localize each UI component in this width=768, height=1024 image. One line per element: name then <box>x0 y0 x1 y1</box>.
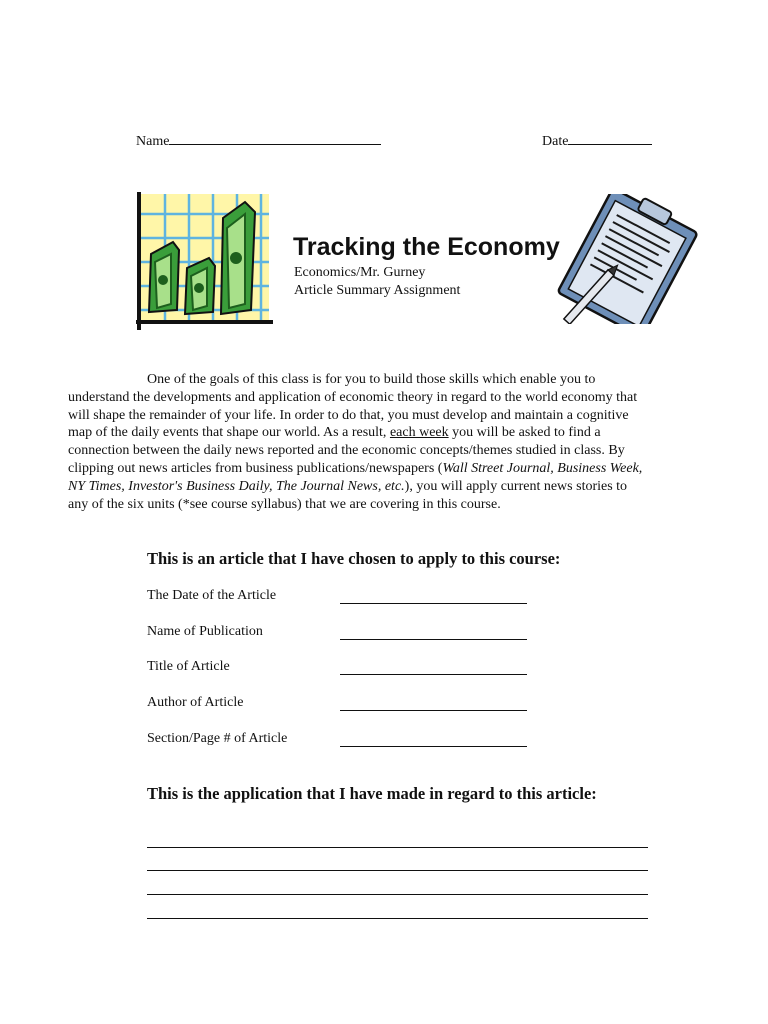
field-blank-author[interactable] <box>340 710 527 711</box>
intro-text-2: you will be asked to find a connection between the daily news reported and the economic concepts/themes studied in class. By clipping out news articles from business publications/newspapers ( <box>68 425 625 476</box>
field-blank-publication[interactable] <box>340 639 527 640</box>
answer-line[interactable] <box>147 894 648 895</box>
field-blank-date[interactable] <box>340 603 527 604</box>
field-label-title: Title of Article <box>147 659 230 674</box>
date-label: Date <box>542 134 569 149</box>
field-label-publication: Name of Publication <box>147 624 263 639</box>
date-field[interactable] <box>542 130 652 150</box>
section-heading-article: This is an article that I have chosen to apply to this course: <box>147 549 561 568</box>
name-blank[interactable] <box>169 130 381 145</box>
intro-publications: Wall Street Journal, Business Week, NY Times, Investor's Business Daily, The Journal News, etc. <box>68 460 643 494</box>
name-label: Name <box>136 134 170 149</box>
intro-text-1: One of the goals of this class is for you to build those skills which enable you to understand the developments and application of economic theory in regard to the world economy that will shape the remainder of your life. In order to do that, you must develop and maintain a cognitive map of the daily events that shape our world. As a result, <box>68 372 638 441</box>
field-blank-section[interactable] <box>340 746 527 747</box>
chart-icon <box>133 192 273 337</box>
intro-text-3: ), you will apply current news stories to any of the six units (*see course syllabus) that we are covering in this course. <box>68 478 628 512</box>
name-field[interactable] <box>136 130 381 150</box>
field-label-section: Section/Page # of Article <box>147 731 288 746</box>
page-title: Tracking the Economy <box>293 233 560 261</box>
date-blank[interactable] <box>568 130 652 145</box>
intro-emphasis: each week <box>389 425 449 441</box>
assignment-label: Article Summary Assignment <box>294 283 461 298</box>
answer-line[interactable] <box>147 870 648 871</box>
field-blank-title[interactable] <box>340 674 527 675</box>
clipboard-icon <box>553 194 698 324</box>
course-label: Economics/Mr. Gurney <box>294 265 426 280</box>
field-label-author: Author of Article <box>147 695 244 710</box>
intro-paragraph <box>68 371 648 513</box>
field-label-date: The Date of the Article <box>147 588 277 603</box>
answer-line[interactable] <box>147 918 648 919</box>
answer-line[interactable] <box>147 847 648 848</box>
section-heading-application: This is the application that I have made in regard to this article: <box>147 784 597 803</box>
